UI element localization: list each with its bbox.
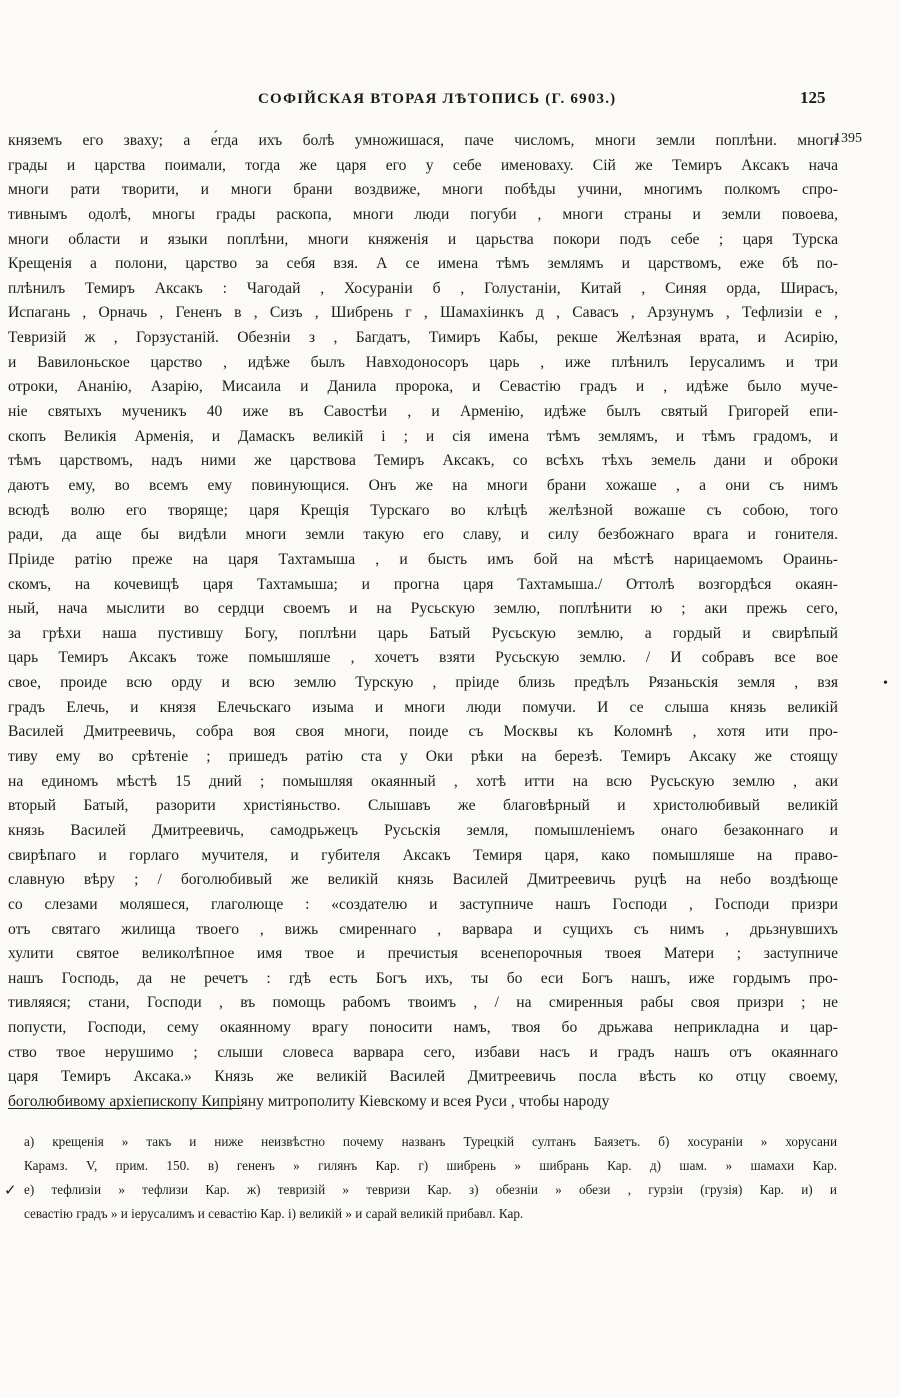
text-line: градъ Елечь, и князя Елечьскаго изыма и многи люди помучи. И се слыша князь великій <box>8 698 838 716</box>
text-line: тивляяся; стани, Господи , въ помощь рабомъ твоимъ , / на смиренныя рабы своя призри ; не <box>8 994 838 1012</box>
text-line: Крещенія а полони, царство за себя взя. А се имена тѣмъ землямъ и царствомъ, еже бѣ по- <box>8 255 838 273</box>
text-line: попусти, Господи, сему окаянному врагу поносити намъ, твоя бо дрьжава неприкладна и цар- <box>8 1019 838 1037</box>
footnote-divider <box>8 1108 242 1109</box>
text-line: всюдѣ волю его творяще; царя Крещія Турскаго во клѣцѣ желѣзной вожаше съ собою, того <box>8 501 838 519</box>
footnote-line: а) крещенія » такъ и ниже неизвѣстно почему названъ Турецкій султанъ Баязетъ. б) хосураніи » хорусани <box>24 1134 837 1149</box>
text-line: Пріиде ратію преже на царя Тахтамыша , и бысть имъ бой на мѣстѣ нарицаемомъ Ораинь- <box>8 550 838 568</box>
margin-dot: • <box>883 676 888 691</box>
text-line: Испагань , Орначь , Гененъ в , Сизъ , Шибрень г , Шамахіинкъ д , Савасъ , Арзунумъ , Тефлизіи е , <box>8 304 838 322</box>
text-line: ный, нача мыслити во сердци своемъ и на Русьскую землю, поплѣнити ю ; аки прежь сего, <box>8 600 838 618</box>
text-line: Василей Дмитреевичь, собра воя своя многи, поиде съ Москвы къ Коломнѣ , хотя ити про- <box>8 723 838 741</box>
text-line: свирѣпаго и горлаго мучителя, и губителя Аксакъ Темиря царя, како помышляше на право- <box>8 846 838 864</box>
text-line: царя Темиръ Аксака.» Князь же великій Василей Дмитреевичь посла вѣсть ко отцу своему, <box>8 1068 838 1086</box>
margin-year: 1395 <box>834 131 862 146</box>
text-line: грады и царства поимали, тогда же царя его у себе именоваху. Сій же Темиръ Аксакъ нача <box>8 156 838 174</box>
text-line: царь Темиръ Аксакъ тоже помышляше , хочетъ взяти Русьскую землю. / И собравъ все вое <box>8 649 838 667</box>
text-line: плѣнилъ Темиръ Аксакъ : Чагодай , Хосураніи б , Голустаніи, Китай , Синяя орда, Ширасъ, <box>8 279 838 297</box>
text-line: со слезами моляшеся, глаголюще : «создателю и заступниче нашъ Господи , Господи призри <box>8 895 838 913</box>
main-text <box>8 129 838 1115</box>
text-line: тѣмъ царствомъ, надъ ними же царствова Темиръ Аксакъ, со всѣхъ тѣхъ земель дани и оброки <box>8 452 838 470</box>
text-line: отъ святаго жилища твоего , вижь смиреннаго , варвара и сущихъ съ нимъ , дрьзнувшихъ <box>8 920 838 938</box>
text-line: ніе святыхъ мученикъ 40 иже въ Савостѣи , и Арменію, идѣже былъ святый Григорей епи- <box>8 403 838 421</box>
footnotes <box>24 1130 837 1226</box>
text-line: тивнымъ одолѣ, многы грады раскопа, многи люди погуби , многи страны и земли повоева, <box>8 205 838 223</box>
text-line: князь Василей Дмитреевичь, самодрьжецъ Русьскія земля, помышленіемъ онаго безаконнаго и <box>8 821 838 839</box>
text-line: хулити святое великолѣпное имя твое и пречистыя всенепорочныя твоея Матери ; заступниче <box>8 945 838 963</box>
text-line: скомъ, на кочевищѣ царя Тахтамыша; и прогна царя Тахтамыша./ Оттолѣ возгордѣся окаян- <box>8 575 838 593</box>
text-line: тиву ему во срѣтеніе ; пришедъ ратію ста у Оки рѣки на березѣ. Темиръ Аксаку же стоящу <box>8 748 838 766</box>
text-line: даютъ ему, во всемъ ему повинующися. Онъ же на многи брани хожаше , а они съ нимъ <box>8 476 838 494</box>
text-line: скопъ Великія Арменія, и Дамаскъ великій і ; и сія имена тѣмъ землямъ, и тѣмъ градомъ, и <box>8 427 838 445</box>
text-line: отроки, Ананію, Азарію, Мисаила и Данила пророка, и Севастію градъ и , идѣже было муче- <box>8 378 838 396</box>
text-line: свое, проиде всю орду и всю землю Турскую , пріиде близь предѣлъ Рязаньскія земля , взя <box>8 674 838 692</box>
running-title: СОФІЙСКАЯ ВТОРАЯ ЛѢТОПИСЬ (Г. 6903.) <box>258 91 617 107</box>
text-line: ство твое нерушимо ; слыши словеса варвара сего, избави насъ и градъ нашъ отъ окаяннаго <box>8 1043 838 1061</box>
footnote-line: севастію градъ » и іерусалимъ и севастію Кар. і) великій » и сарай великій прибавл. Кар. <box>24 1206 524 1221</box>
check-mark-icon: ✓ <box>4 1181 17 1199</box>
text-line: ради, да аще бы видѣли многи земли такую его славу, и силу безбожнаго врага и гонителя. <box>8 526 838 544</box>
text-line: и Вавилоньское царство , идѣже былъ Навходоносоръ царь , иже плѣнилъ Іерусалимъ и три <box>8 353 838 371</box>
text-line: славную вѣру ; / боголюбивый же великій князь Василей Дмитреевичь руцѣ на небо воздѣюще <box>8 871 838 889</box>
page-header <box>0 88 900 114</box>
footnote-line: е) тефлизіи » тефлизи Кар. ж) тевризій » тевризи Кар. з) обезніи » обези , гурзіи (грузія) Кар. и) и <box>24 1182 837 1197</box>
text-line: вторый Батый, разорити христіяньство. Слышавъ же благовѣрный и христолюбивый великій <box>8 797 838 815</box>
footnote-line: Карамз. V, прим. 150. в) гененъ » гилянъ Кар. г) шибрень » шибрань Кар. д) шам. » шамахи Кар. <box>24 1158 837 1173</box>
text-line: за грѣхи наша пустившу Богу, поплѣни царь Батый Русьскую землю, а гордый и свирѣпый <box>8 624 838 642</box>
text-line: на единомъ мѣстѣ 15 дний ; помышляя окаянный , хотѣ итти на всю Русьскую землю , аки <box>8 772 838 790</box>
text-line: многи области и языки поплѣни, многи княженія и царьства покори подъ себе ; царя Турска <box>8 230 838 248</box>
text-line: многи рати творити, и многи брани воздвиже, многи побѣды учини, многимъ полкомъ спро- <box>8 181 838 199</box>
text-line: нашъ Господь, да не речетъ : гдѣ есть Богъ ихъ, ты бо еси Богъ нашъ, иже гордымъ про- <box>8 969 838 987</box>
text-line: Тевризій ж , Горзустаній. Обезніи з , Багдатъ, Тимиръ Кабы, рекше Желѣзная врата, и Асирію, <box>8 329 838 347</box>
text-line: княземъ его зваху; а е́гда ихъ болѣ умножишася, паче числомъ, многи земли поплѣни. многи <box>8 132 838 149</box>
text-line: боголюбивому архіепископу Кипріяну митрополиту Кіевскому и всея Руси , чтобы народу <box>8 1092 610 1110</box>
page-number: 125 <box>800 88 826 107</box>
